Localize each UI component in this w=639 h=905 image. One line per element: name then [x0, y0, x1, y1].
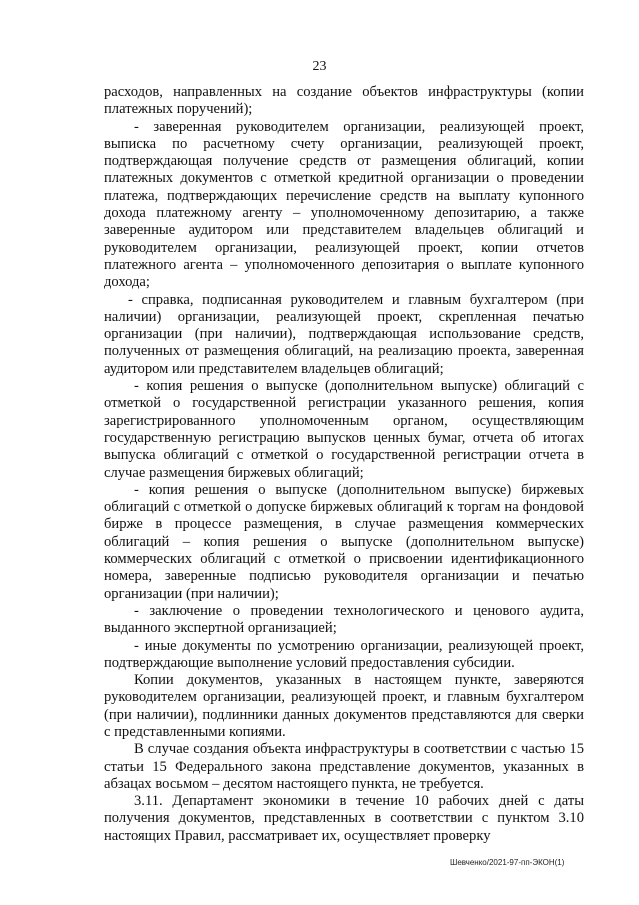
- paragraph-certificate: - справка, подписанная руководителем и главным бухгалтером (при наличии) организации, реализующей проект, скрепленная печатью организации (при наличии), подтверждающая использование средств, полученных от размещения облигаций, на реализацию проекта, заверенная аудитором или представителем владельцев облигаций;: [104, 291, 584, 377]
- page-number: 23: [312, 59, 327, 74]
- paragraph-costs-continuation: расходов, направленных на создание объектов инфраструктуры (копии платежных поручений);: [104, 84, 584, 118]
- paragraph-issue-decision: - копия решения о выпуске (дополнительном выпуске) облигаций с отметкой о государственной регистрации указанного решения, копия зарегистрированного уполномоченным органом, осуществляющим государственную регистрацию выпусков ценных бумаг, отчета об итогах выпуска облигаций с отметкой о государственной регистрации отчета в случае размещения биржевых облигаций;: [104, 378, 584, 481]
- paragraph-copies-certification: Копии документов, указанных в настоящем пункте, заверяются руководителем организации, реализующей проект, и главным бухгалтером (при наличии), подлинники данных документов представляются для сверки с представленными копиями.: [104, 672, 584, 740]
- paragraph-exchange-bonds: - копия решения о выпуске (дополнительном выпуске) биржевых облигаций с отметкой о допуске биржевых облигаций к торгам на фондовой бирже в процессе размещения, в случае размещения коммерческих облигаций – копия решения о выпуске (дополнительном выпуске) коммерческих облигаций с отметкой о присвоении идентификационного номера, заверенные подписью руководителя организации и печатью организации (при наличии);: [104, 481, 584, 602]
- paragraph-clause-3-11: 3.11. Департамент экономики в течение 10 рабочих дней с даты получения документов, представленных в соответствии с пунктом 3.10 настоящих Правил, рассматривает их, осуществляет проверку: [104, 793, 584, 844]
- document-code: Шевченко/2021-97-пп-ЭКОН(1): [450, 858, 565, 867]
- document-body: [104, 84, 584, 845]
- paragraph-bank-statement: - заверенная руководителем организации, реализующей проект, выписка по расчетному счету организации, реализующей проект, подтверждающая получение средств от размещения облигаций, копии платежных документов с отметкой кредитной организации о проведении платежа, подтверждающих перечисление средств на выплату купонного дохода платежному агенту – уполномоченному депозитарию, а также заверенные аудитором или представителем владельцев облигаций и руководителем организации, реализующей проект, копии отчетов платежного агента – уполномоченного депозитария о выплате купонного дохода;: [104, 118, 584, 291]
- paragraph-other-documents: - иные документы по усмотрению организации, реализующей проект, подтверждающие выполнение условий предоставления субсидии.: [104, 637, 584, 671]
- paragraph-audit-conclusion: - заключение о проведении технологического и ценового аудита, выданного экспертной организацией;: [104, 602, 584, 637]
- paragraph-infrastructure-exception: В случае создания объекта инфраструктуры в соответствии с частью 15 статьи 15 Федерального закона представление документов, указанных в абзацах восьмом – десятом настоящего пункта, не требуется.: [104, 741, 584, 792]
